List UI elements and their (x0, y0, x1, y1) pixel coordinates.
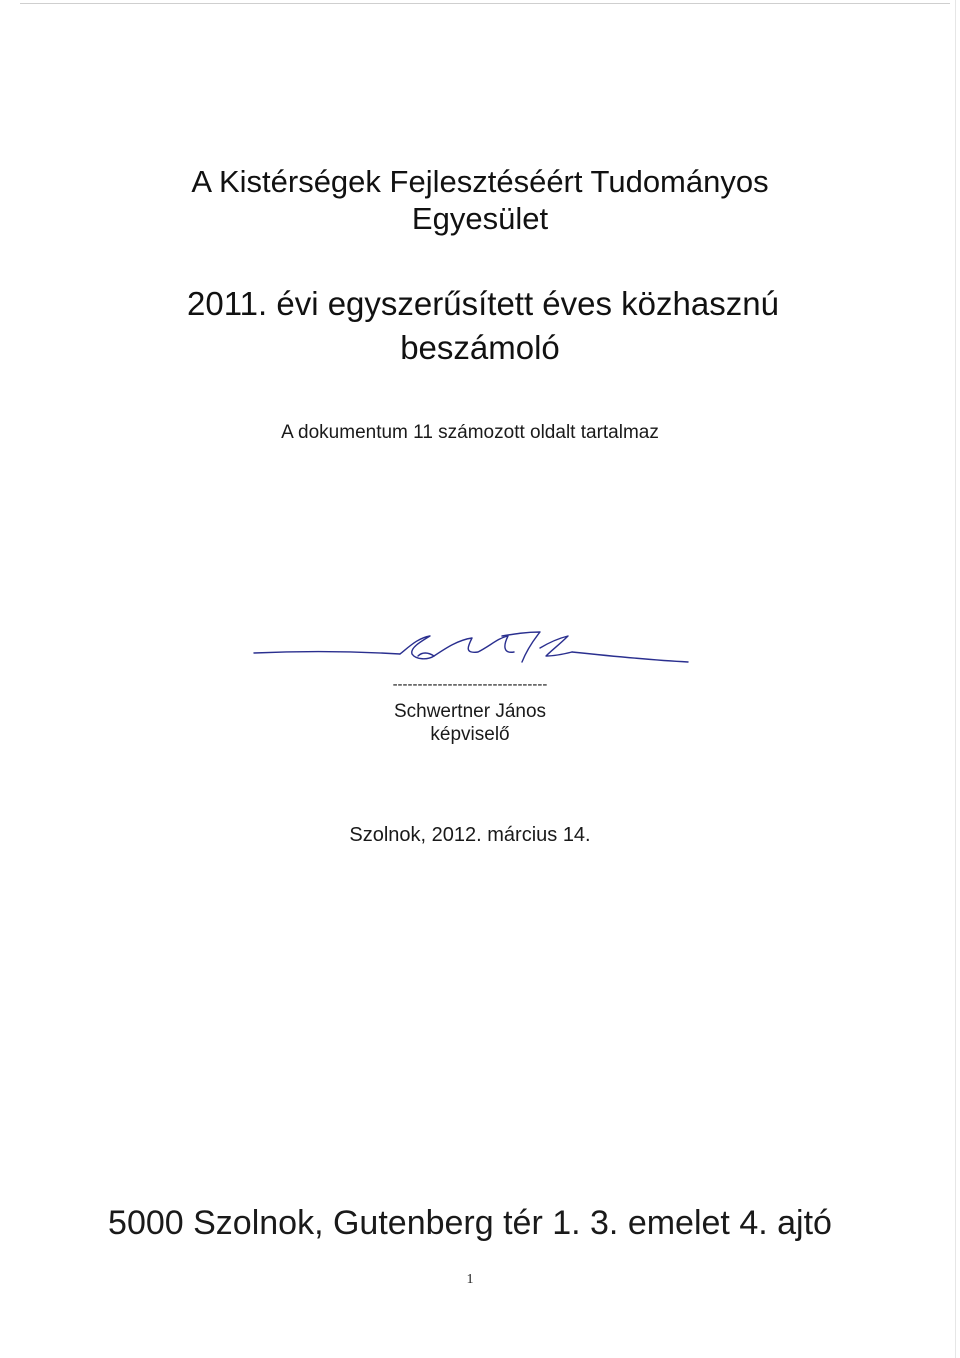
place-and-date: Szolnok, 2012. március 14. (349, 824, 591, 846)
organization-title-line-1: A Kistérségek Fejlesztéséért Tudományos (191, 164, 769, 199)
page-count-note: A dokumentum 11 számozott oldalt tartalmaz (281, 422, 659, 443)
organization-address: 5000 Szolnok, Gutenberg tér 1. 3. emelet 4. ajtó (108, 1204, 832, 1242)
signature-line: ------------------------------- (392, 676, 548, 693)
signature-tail-stroke (572, 652, 688, 662)
signature-stroke-w (434, 636, 514, 656)
signatory-name: Schwertner János (393, 701, 547, 722)
signatory-role: képviselő (430, 724, 510, 745)
report-title-line-1: 2011. évi egyszerűsített éves közhasznú (187, 285, 779, 322)
handwritten-signature (250, 626, 690, 682)
report-title-line-2: beszámoló (400, 329, 560, 366)
signature-stroke-s (400, 636, 434, 659)
signature-lead-stroke (254, 652, 400, 654)
organization-title-line-2: Egyesület (411, 201, 549, 236)
signature-stroke-z (540, 636, 572, 656)
scan-edge-top (20, 3, 950, 4)
page-number: 1 (466, 1272, 474, 1287)
